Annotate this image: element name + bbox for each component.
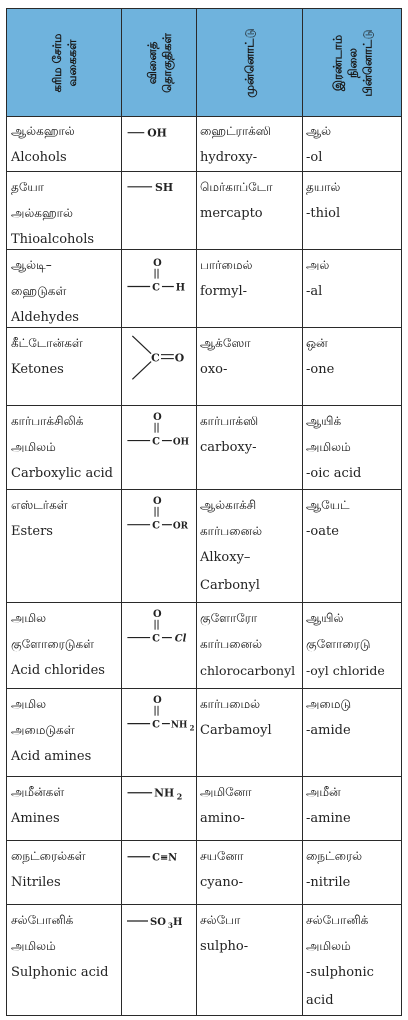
prefix-ta: ஆல்காக்சி — [200, 498, 257, 512]
suffix-ta: அமீன் — [306, 785, 341, 799]
prefix-ta: குளோரோ — [200, 611, 258, 625]
ketone-group-icon — [122, 328, 197, 405]
suffix-ta: நைட்ரைல் — [306, 849, 363, 863]
class-cell — [7, 328, 122, 405]
class-name-en: Alcohols — [11, 150, 67, 165]
group-cell — [122, 777, 197, 840]
suffix-en: -al — [306, 284, 323, 299]
prefix-ta: கார்பமைல் — [200, 697, 261, 711]
suffix-en: -nitrile — [306, 875, 351, 890]
hydroxyl-group-icon — [122, 116, 197, 171]
table-row — [7, 116, 401, 172]
suffix-ta: அமைடு — [306, 697, 352, 711]
table-row — [7, 689, 401, 777]
class-name-ta: ஆல்டி– — [11, 258, 52, 272]
svg-text:C≡N: C≡N — [152, 852, 178, 864]
prefix-cell — [197, 406, 303, 489]
prefix-ta: கார்பனைல் — [200, 637, 263, 651]
suffix-en: -amide — [306, 723, 351, 738]
suffix-cell — [303, 689, 403, 776]
class-name-en: Esters — [11, 524, 53, 539]
class-name-ta: எஸ்டர்கள் — [11, 498, 68, 512]
prefix-ta: ஆக்ஸோ — [200, 336, 251, 350]
svg-text:H: H — [175, 282, 186, 294]
class-name-en: Aldehydes — [11, 310, 79, 325]
header-class-line1: கரிம சேர்ம — [49, 33, 64, 92]
prefix-cell — [197, 172, 303, 249]
group-cell — [122, 406, 197, 489]
suffix-en: -one — [306, 362, 335, 377]
header-group — [122, 9, 197, 116]
prefix-en: Carbamoyl — [200, 723, 272, 738]
prefix-en: sulpho- — [200, 939, 249, 954]
class-name-ta: அமிலம் — [11, 939, 56, 953]
class-cell — [7, 406, 122, 489]
class-cell — [7, 777, 122, 840]
suffix-cell — [303, 603, 403, 688]
prefix-ta: கார்பாக்ஸி — [200, 414, 259, 428]
svg-text:C: C — [152, 520, 160, 532]
nitrile-group-icon — [122, 841, 197, 904]
group-cell — [122, 116, 197, 171]
svg-text:SH: SH — [155, 180, 174, 194]
class-name-en: Thioalcohols — [11, 232, 95, 247]
prefix-ta: சல்போ — [200, 913, 241, 927]
suffix-en: -thiol — [306, 206, 341, 221]
class-cell — [7, 250, 122, 327]
svg-text:OR: OR — [172, 521, 189, 532]
suffix-en: -oyl chloride — [306, 663, 385, 678]
class-name-ta: ஹைடுகள் — [11, 284, 67, 298]
svg-text:NH: NH — [154, 786, 175, 800]
table-row — [7, 406, 401, 490]
header-prefix-line1: முன்னொட்டு — [242, 27, 257, 98]
prefix-en: mercapto — [200, 206, 263, 221]
prefix-cell — [197, 116, 303, 171]
class-cell — [7, 603, 122, 688]
suffix-ta: சல்போனிக் — [306, 913, 369, 927]
header-suffix-line3: பின்னொட்டு — [360, 28, 375, 97]
suffix-ta: அமிலம் — [306, 440, 351, 454]
svg-text:2: 2 — [176, 792, 183, 802]
aldehyde-group-icon — [122, 250, 197, 327]
class-name-en: Ketones — [11, 362, 64, 377]
svg-text:O: O — [153, 608, 162, 620]
table-row — [7, 777, 401, 841]
class-name-ta: நைட்ரைல்கள் — [11, 849, 86, 863]
table-row — [7, 490, 401, 603]
class-name-ta: கார்பாக்சிலிக் — [11, 414, 84, 428]
prefix-en: formyl- — [200, 284, 248, 299]
suffix-ta: ஒன் — [306, 336, 328, 350]
prefix-en: Alkoxy– — [200, 550, 251, 565]
suffix-ta: குளோரைடு — [306, 637, 371, 651]
svg-text:Cl: Cl — [174, 633, 187, 645]
class-name-en: Sulphonic acid — [11, 965, 109, 980]
prefix-ta: ஹைட்ராக்ஸி — [200, 124, 271, 138]
svg-text:3: 3 — [168, 921, 173, 930]
class-name-en: Acid chlorides — [11, 663, 105, 678]
thiol-group-icon — [122, 172, 197, 249]
header-group-line1: வினைத் — [144, 41, 159, 84]
class-name-ta: அமிலம் — [11, 440, 56, 454]
prefix-en: Carbonyl — [200, 578, 260, 593]
class-name-en: Acid amines — [11, 749, 92, 764]
svg-text:OH: OH — [172, 437, 189, 448]
group-cell — [122, 328, 197, 405]
prefix-ta: சயனோ — [200, 849, 244, 863]
prefix-cell — [197, 250, 303, 327]
suffix-ta: ஆல் — [306, 124, 332, 138]
prefix-cell — [197, 777, 303, 840]
suffix-ta: தயால் — [306, 180, 341, 194]
svg-text:O: O — [174, 351, 185, 365]
table-row — [7, 603, 401, 689]
svg-text:NH: NH — [170, 720, 188, 731]
prefix-ta: கார்பனைல் — [200, 524, 263, 538]
suffix-ta: ஆயில் — [306, 611, 344, 625]
class-name-ta: தயோ — [11, 180, 44, 194]
prefix-cell — [197, 841, 303, 904]
group-cell — [122, 490, 197, 602]
class-name-ta: குளோரைடுகள் — [11, 637, 94, 651]
class-name-ta: ஆல்கஹால் — [11, 124, 75, 138]
header-class-line2: வகைகள் — [64, 39, 79, 86]
prefix-en: hydroxy- — [200, 150, 258, 165]
class-name-ta: அமைடுகள் — [11, 723, 75, 737]
suffix-en: acid — [306, 993, 334, 1008]
acid-chloride-group-icon — [122, 603, 197, 688]
group-cell — [122, 689, 197, 776]
class-cell — [7, 116, 122, 171]
prefix-en: oxo- — [200, 362, 228, 377]
suffix-en: -oic acid — [306, 466, 362, 481]
suffix-cell — [303, 172, 403, 249]
table-row — [7, 328, 401, 406]
group-cell — [122, 250, 197, 327]
header-group-line2: தொகுதிகள் — [159, 32, 174, 93]
suffix-en: -ol — [306, 150, 323, 165]
prefix-en: chlorocarbonyl — [200, 663, 296, 678]
group-cell — [122, 841, 197, 904]
table-row — [7, 905, 401, 1017]
prefix-cell — [197, 328, 303, 405]
table-row — [7, 841, 401, 905]
prefix-en: carboxy- — [200, 440, 257, 455]
class-name-en: Carboxylic acid — [11, 466, 113, 481]
prefix-cell — [197, 603, 303, 688]
suffix-en: -amine — [306, 811, 351, 826]
group-cell — [122, 603, 197, 688]
class-name-ta: அமில — [11, 697, 47, 711]
amide-group-icon — [122, 689, 197, 776]
prefix-ta: மெர்காப்டோ — [200, 180, 273, 194]
class-name-ta: அமீன்கள் — [11, 785, 65, 799]
svg-text:O: O — [153, 495, 162, 507]
suffix-ta: அல் — [306, 258, 330, 272]
class-name-en: Nitriles — [11, 875, 61, 890]
svg-text:OH: OH — [147, 126, 167, 140]
svg-text:C: C — [152, 436, 160, 448]
svg-text:O: O — [153, 694, 162, 706]
suffix-en: -oate — [306, 524, 339, 539]
prefix-en: amino- — [200, 811, 245, 826]
functional-groups-table — [6, 8, 402, 1016]
group-cell — [122, 172, 197, 249]
class-cell — [7, 689, 122, 776]
class-name-ta: அமில — [11, 611, 47, 625]
prefix-ta: அமினோ — [200, 785, 252, 799]
prefix-cell — [197, 905, 303, 1017]
header-prefix — [197, 9, 303, 116]
class-name-ta: கீட்டோன்கள் — [11, 336, 83, 350]
class-cell — [7, 905, 122, 1017]
amine-group-icon — [122, 777, 197, 840]
svg-text:SO: SO — [150, 917, 166, 928]
sulphonic-group-icon — [122, 905, 197, 1017]
suffix-ta: ஆயேட் — [306, 498, 350, 512]
header-suffix — [303, 9, 403, 116]
svg-text:C: C — [152, 282, 160, 294]
svg-text:O: O — [153, 411, 162, 423]
svg-text:C: C — [152, 633, 160, 645]
prefix-en: cyano- — [200, 875, 243, 890]
ester-group-icon — [122, 490, 197, 602]
suffix-cell — [303, 777, 403, 840]
header-suffix-line1: இரண்டாம் — [330, 34, 345, 91]
suffix-cell — [303, 406, 403, 489]
header-class — [7, 9, 122, 116]
class-name-ta: அல்கஹால் — [11, 206, 73, 220]
suffix-ta: அமிலம் — [306, 939, 351, 953]
suffix-cell — [303, 490, 403, 602]
table-header — [7, 9, 401, 117]
table-row — [7, 172, 401, 250]
svg-text:O: O — [153, 257, 162, 269]
svg-text:C: C — [152, 719, 160, 731]
class-cell — [7, 172, 122, 249]
suffix-en: -sulphonic — [306, 965, 374, 980]
carboxyl-group-icon — [122, 406, 197, 489]
prefix-cell — [197, 490, 303, 602]
suffix-cell — [303, 841, 403, 904]
class-cell — [7, 490, 122, 602]
suffix-cell — [303, 116, 403, 171]
table-row — [7, 250, 401, 328]
svg-text:2: 2 — [189, 724, 195, 733]
suffix-cell — [303, 905, 403, 1017]
prefix-ta: பார்மைல் — [200, 258, 253, 272]
suffix-cell — [303, 328, 403, 405]
svg-text:C: C — [151, 351, 160, 365]
class-name-en: Amines — [11, 811, 60, 826]
class-cell — [7, 841, 122, 904]
group-cell — [122, 905, 197, 1017]
class-name-ta: சல்போனிக் — [11, 913, 74, 927]
prefix-cell — [197, 689, 303, 776]
header-suffix-line2: நிலை — [345, 47, 360, 78]
svg-text:H: H — [173, 917, 183, 928]
suffix-ta: ஆயிக் — [306, 414, 342, 428]
suffix-cell — [303, 250, 403, 327]
